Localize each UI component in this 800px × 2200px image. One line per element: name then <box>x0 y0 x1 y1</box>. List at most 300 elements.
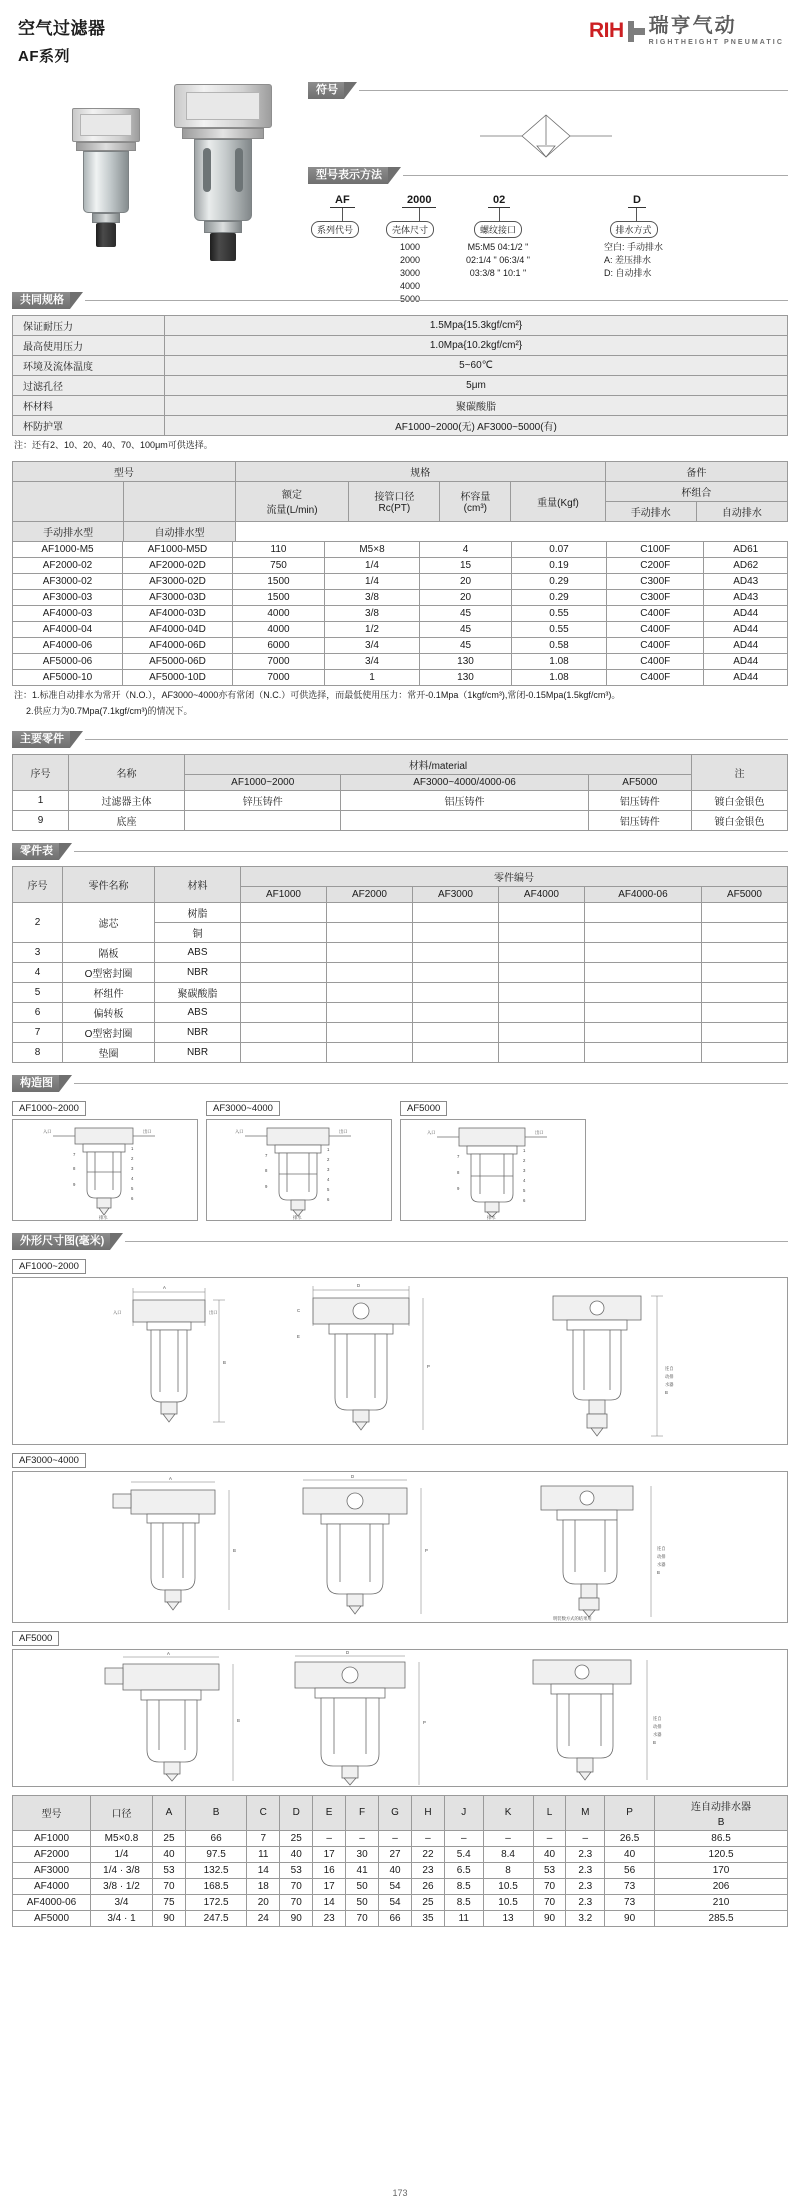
cell-c: 20 <box>247 1894 280 1910</box>
cell-material: 聚碳酸脂 <box>155 982 241 1002</box>
cell-part-name: O型密封圈 <box>63 962 155 982</box>
cell-j: 6.5 <box>444 1862 483 1878</box>
th-part-material: 材料 <box>155 866 241 902</box>
table-row <box>13 637 788 653</box>
cell-autodrain-b: 120.5 <box>655 1846 788 1862</box>
svg-text:B: B <box>653 1739 656 1745</box>
cell-name: 底座 <box>69 810 185 830</box>
main-parts-title: 主要零件 <box>12 731 70 748</box>
cell-manual-model: AF5000-10 <box>13 669 123 685</box>
th-port-line1: 接管口径 <box>374 492 415 503</box>
model-group-label: 排水方式 <box>610 221 658 238</box>
cell-auto-part: AD44 <box>704 669 788 685</box>
table-row <box>13 605 788 621</box>
cell-pn4 <box>498 1022 584 1042</box>
cell-d: 70 <box>280 1894 313 1910</box>
cell-l: 90 <box>533 1910 566 1926</box>
cell-e: 23 <box>313 1910 346 1926</box>
cell-manual-part: C300F <box>607 589 704 605</box>
option: 3000 <box>399 268 421 279</box>
th-af1000: AF1000 <box>241 886 327 902</box>
svg-text:5: 5 <box>327 1186 330 1192</box>
cell-e: 17 <box>313 1878 346 1894</box>
cell-port: 3/4 <box>325 637 420 653</box>
spec-value: 5~60℃ <box>165 356 788 376</box>
cell-h: 25 <box>411 1894 444 1910</box>
table-row <box>13 1862 788 1878</box>
cell-d: 70 <box>280 1878 313 1894</box>
cell-manual-part: C400F <box>607 605 704 621</box>
cell-a: 53 <box>153 1862 186 1878</box>
th-weight: 重量(Kgf) <box>511 481 605 521</box>
cell-p: 40 <box>605 1846 655 1862</box>
cell-weight: 1.08 <box>512 669 607 685</box>
cell-pn6 <box>701 1022 787 1042</box>
product-photos <box>12 70 302 265</box>
table-row <box>13 942 788 962</box>
main-parts-table <box>12 754 788 831</box>
structure-box-label: AF5000 <box>400 1101 447 1116</box>
cell-pn2 <box>326 942 412 962</box>
svg-text:出口: 出口 <box>209 1309 218 1315</box>
cell-pn5 <box>584 962 701 982</box>
cell-a: 90 <box>153 1910 186 1926</box>
cell-m: 2.3 <box>566 1846 605 1862</box>
cell-weight: 0.19 <box>512 557 607 573</box>
cell-g: 66 <box>379 1910 412 1926</box>
structure-box-af3000 <box>206 1098 392 1221</box>
svg-text:出口: 出口 <box>143 1128 152 1134</box>
cell-pn5 <box>584 922 701 942</box>
cell-port: 3/4 <box>325 653 420 669</box>
svg-text:连自: 连自 <box>653 1715 662 1721</box>
table-row <box>13 573 788 589</box>
cell-capacity: 45 <box>420 621 512 637</box>
cell-manual-model: AF2000-02 <box>13 557 123 573</box>
common-spec-section <box>12 292 788 453</box>
cell-model: AF3000 <box>13 1862 91 1878</box>
cell-material: NBR <box>155 1022 241 1042</box>
svg-text:P: P <box>425 1547 428 1553</box>
svg-text:2: 2 <box>523 1157 526 1163</box>
spec-note-2: 2.供应力为0.7Mpa(7.1kgf/cm³)的情况下。 <box>26 706 193 716</box>
cell-pn2 <box>326 1002 412 1022</box>
cell-p: 26.5 <box>605 1830 655 1846</box>
cell-auto-model: AF4000-06D <box>123 637 233 653</box>
cell-material: NBR <box>155 962 241 982</box>
table-row <box>13 962 788 982</box>
cell-pn5 <box>584 1002 701 1022</box>
svg-text:8: 8 <box>73 1165 76 1171</box>
th-af1000-2000: AF1000~2000 <box>185 774 341 790</box>
cell-capacity: 20 <box>420 589 512 605</box>
option: 空白: 手动排水 <box>604 242 664 252</box>
cell-pn1 <box>241 1042 327 1062</box>
dim-group-label: AF5000 <box>12 1631 59 1646</box>
cell-pn1 <box>241 942 327 962</box>
structure-title: 构造图 <box>12 1075 59 1092</box>
cell-h: 26 <box>411 1878 444 1894</box>
cell-manual-part: C100F <box>607 541 704 557</box>
svg-text:4: 4 <box>131 1175 134 1181</box>
table-row <box>13 1846 788 1862</box>
svg-text:入口: 入口 <box>235 1128 244 1134</box>
model-group-drain-type <box>604 220 663 280</box>
table-header-row <box>13 481 788 501</box>
cell-flow: 110 <box>233 541 325 557</box>
th-af5000: AF5000 <box>701 886 787 902</box>
svg-text:5: 5 <box>131 1185 134 1191</box>
cell-bore: 3/8 · 1/2 <box>91 1878 153 1894</box>
cell-no: 6 <box>13 1002 63 1022</box>
svg-text:A: A <box>167 1650 170 1656</box>
cell-pn4 <box>498 922 584 942</box>
cell-capacity: 45 <box>420 637 512 653</box>
cell-pn4 <box>498 962 584 982</box>
cell-a: 40 <box>153 1846 186 1862</box>
cell-pn6 <box>701 962 787 982</box>
cell-flow: 4000 <box>233 621 325 637</box>
cell-weight: 1.08 <box>512 653 607 669</box>
cell-part-name: O型密封圈 <box>63 1022 155 1042</box>
banner-rule <box>125 1241 788 1242</box>
th-no: 序号 <box>13 866 63 902</box>
cell-no: 4 <box>13 962 63 982</box>
cell-e: 14 <box>313 1894 346 1910</box>
company-logo <box>589 14 784 46</box>
spec-key: 保证耐压力 <box>13 316 165 336</box>
cell-model: AF2000 <box>13 1846 91 1862</box>
cell-j: – <box>444 1830 483 1846</box>
svg-text:9: 9 <box>265 1183 268 1189</box>
table-row <box>13 790 788 810</box>
common-spec-note: 注：还有2、10、20、40、70、100μm可供选择。 <box>14 440 213 450</box>
svg-text:9: 9 <box>73 1181 76 1187</box>
spec-value: 1.0Mpa{10.2kgf/cm²} <box>165 336 788 356</box>
svg-text:入口: 入口 <box>427 1129 436 1135</box>
svg-text:8: 8 <box>457 1169 460 1175</box>
spec-table-body <box>13 521 788 541</box>
cell-h: 23 <box>411 1862 444 1878</box>
cell-pn3 <box>412 962 498 982</box>
table-row <box>13 1830 788 1846</box>
svg-text:1: 1 <box>131 1145 134 1151</box>
dim-group-af1000 <box>12 1256 788 1445</box>
svg-text:连自: 连自 <box>665 1365 674 1371</box>
table-row <box>13 1002 788 1022</box>
model-group-label: 系列代号 <box>311 221 359 238</box>
cell-m: 2.3 <box>566 1894 605 1910</box>
cell-pn1 <box>241 982 327 1002</box>
th-af3000-4000: AF3000~4000/4000-06 <box>341 774 588 790</box>
th-l: L <box>533 1795 566 1830</box>
structure-section <box>12 1075 788 1221</box>
cell-pn5 <box>584 1022 701 1042</box>
cell-autodrain-b: 170 <box>655 1862 788 1878</box>
cell-manual-part: C200F <box>607 557 704 573</box>
th-capacity <box>440 481 511 521</box>
table-row <box>13 621 788 637</box>
svg-text:B: B <box>657 1569 660 1575</box>
cell-pn2 <box>326 902 412 922</box>
cell-auto-part: AD43 <box>704 589 788 605</box>
cell-material: NBR <box>155 1042 241 1062</box>
cell-h: 22 <box>411 1846 444 1862</box>
th-cap-line1: 杯容量 <box>460 492 491 503</box>
cell-pn2 <box>326 962 412 982</box>
cell-weight: 0.55 <box>512 605 607 621</box>
svg-text:4: 4 <box>327 1176 330 1182</box>
dim-table-section <box>12 1795 788 1927</box>
table-row <box>13 810 788 830</box>
spec-table-section <box>12 461 788 719</box>
structure-box-af5000 <box>400 1098 586 1221</box>
cell-autodrain-b: 86.5 <box>655 1830 788 1846</box>
svg-text:7: 7 <box>265 1152 268 1158</box>
dimension-section <box>12 1233 788 1787</box>
banner-rule <box>403 175 788 176</box>
logo-chinese: 瑞亨气动 <box>648 15 737 37</box>
model-group-thread-port <box>466 220 530 280</box>
svg-text:排水: 排水 <box>293 1214 302 1220</box>
option: A: 差压排水 <box>604 255 652 266</box>
cell-capacity: 130 <box>420 653 512 669</box>
cell-no: 7 <box>13 1022 63 1042</box>
svg-text:1: 1 <box>327 1146 330 1152</box>
svg-text:6: 6 <box>327 1196 330 1202</box>
th-name: 名称 <box>69 754 185 790</box>
cell-no: 2 <box>13 902 63 942</box>
cell-auto-part: AD43 <box>704 573 788 589</box>
cell-port: 3/8 <box>325 589 420 605</box>
th-b: B <box>185 1795 246 1830</box>
cell-pn4 <box>498 902 584 922</box>
dimension-banner <box>12 1233 788 1250</box>
cell-p: 90 <box>605 1910 655 1926</box>
cell-manual-model: AF1000-M5 <box>13 541 123 557</box>
cell-manual-part: C300F <box>607 573 704 589</box>
table-header-row <box>13 521 788 541</box>
svg-text:排水: 排水 <box>99 1214 108 1220</box>
cell-bore: 1/4 · 3/8 <box>91 1862 153 1878</box>
cell-manual-model: AF3000-03 <box>13 589 123 605</box>
cell-manual-part: C400F <box>607 621 704 637</box>
table-row <box>13 336 788 356</box>
table-row <box>13 669 788 685</box>
model-group-label: 螺纹接口 <box>474 221 522 238</box>
cell-b: 66 <box>185 1830 246 1846</box>
cell-pn2 <box>326 1022 412 1042</box>
th-parts: 备件 <box>605 461 787 481</box>
cell-d: 53 <box>280 1862 313 1878</box>
svg-text:出口: 出口 <box>339 1128 348 1134</box>
th-af5000: AF5000 <box>588 774 691 790</box>
common-spec-banner <box>12 292 788 309</box>
cell-auto-model: AF3000-03D <box>123 589 233 605</box>
cell-no: 3 <box>13 942 63 962</box>
model-code-value: AF <box>330 194 355 208</box>
th-g: G <box>379 1795 412 1830</box>
cell-weight: 0.29 <box>512 573 607 589</box>
cell-weight: 0.29 <box>512 589 607 605</box>
cell-pn6 <box>701 922 787 942</box>
cell-part-name: 滤芯 <box>63 902 155 942</box>
cell-manual-part: C400F <box>607 637 704 653</box>
model-code-diagram <box>308 190 788 292</box>
cell-no: 1 <box>13 790 69 810</box>
dim-group-label: AF3000~4000 <box>12 1453 86 1468</box>
svg-text:3: 3 <box>523 1167 526 1173</box>
svg-text:A: A <box>163 1284 166 1290</box>
cell-p: 56 <box>605 1862 655 1878</box>
svg-text:C: C <box>297 1307 301 1313</box>
th-port-line2: Rc(PT) <box>378 503 411 514</box>
cell-auto-model: AF5000-10D <box>123 669 233 685</box>
svg-text:出口: 出口 <box>535 1129 544 1135</box>
main-parts-section <box>12 731 788 831</box>
cell-k: 8.4 <box>483 1846 533 1862</box>
parts-list-title: 零件表 <box>12 843 59 860</box>
cell-d: 25 <box>280 1830 313 1846</box>
table-row <box>13 1910 788 1926</box>
cell-l: 40 <box>533 1846 566 1862</box>
th-part-no: 零件编号 <box>241 866 788 886</box>
cell-f: 50 <box>346 1878 379 1894</box>
cell-pn1 <box>241 1002 327 1022</box>
table-header-row <box>13 1795 788 1815</box>
cell-pn2 <box>326 1042 412 1062</box>
cell-capacity: 20 <box>420 573 512 589</box>
cell-k: – <box>483 1830 533 1846</box>
cell-manual-model: AF4000-04 <box>13 621 123 637</box>
spec-value: 聚碳酸脂 <box>165 396 788 416</box>
cell-flow: 6000 <box>233 637 325 653</box>
spec-value: AF1000~2000(无) AF3000~5000(有) <box>165 416 788 436</box>
cell-pn5 <box>584 982 701 1002</box>
option: 03:3/8 " 10:1 " <box>469 268 527 279</box>
logo-text-block <box>649 16 784 46</box>
dimension-table <box>12 1795 788 1927</box>
cell-port: 1/4 <box>325 557 420 573</box>
cell-c: 18 <box>247 1878 280 1894</box>
banner-rule <box>74 851 788 852</box>
th-d: D <box>280 1795 313 1830</box>
spec-key: 环境及流体温度 <box>13 356 165 376</box>
parts-list-section <box>12 843 788 1063</box>
cell-mat1: 锌压铸件 <box>185 790 341 810</box>
svg-text:明装数方式的结果用: 明装数方式的结果用 <box>553 1615 592 1621</box>
cell-pn3 <box>412 982 498 1002</box>
cell-a: 70 <box>153 1878 186 1894</box>
th-auto-drain: 自动排水 <box>696 501 787 521</box>
table-row <box>13 376 788 396</box>
cell-capacity: 15 <box>420 557 512 573</box>
cell-flow: 4000 <box>233 605 325 621</box>
table-header-row <box>13 866 788 886</box>
table-row <box>13 1042 788 1062</box>
cell-pn6 <box>701 982 787 1002</box>
spec-value: 5μm <box>165 376 788 396</box>
model-section-title: 型号表示方法 <box>308 167 388 184</box>
spec-table <box>12 461 788 542</box>
cell-d: 40 <box>280 1846 313 1862</box>
svg-text:动排: 动排 <box>657 1553 666 1559</box>
cell-c: 11 <box>247 1846 280 1862</box>
cell-mat1 <box>185 810 341 830</box>
cell-e: 17 <box>313 1846 346 1862</box>
th-flow-line2: 流量(L/min) <box>266 505 318 516</box>
cell-j: 8.5 <box>444 1894 483 1910</box>
cell-k: 13 <box>483 1910 533 1926</box>
cell-auto-part: AD44 <box>704 605 788 621</box>
th-c: C <box>247 1795 280 1830</box>
th-a: A <box>153 1795 186 1830</box>
table-row <box>13 1022 788 1042</box>
th-af2000: AF2000 <box>326 886 412 902</box>
cell-g: 27 <box>379 1846 412 1862</box>
model-code-value: 2000 <box>402 194 436 208</box>
svg-text:D: D <box>351 1473 355 1479</box>
structure-box-af1000 <box>12 1098 198 1221</box>
cell-flow: 7000 <box>233 669 325 685</box>
cell-p: 73 <box>605 1878 655 1894</box>
cell-manual-part: C400F <box>607 653 704 669</box>
table-row <box>13 1894 788 1910</box>
model-code-value: D <box>628 194 646 208</box>
svg-text:A: A <box>169 1475 172 1481</box>
svg-text:2: 2 <box>327 1156 330 1162</box>
th-manual-drain: 手动排水 <box>605 501 696 521</box>
cell-material: ABS <box>155 942 241 962</box>
svg-text:7: 7 <box>457 1153 460 1159</box>
th-bore: 口径 <box>91 1795 153 1830</box>
cell-pn4 <box>498 982 584 1002</box>
cell-a: 25 <box>153 1830 186 1846</box>
cell-part-name: 垫圈 <box>63 1042 155 1062</box>
cell-model: AF1000 <box>13 1830 91 1846</box>
model-section-banner <box>308 167 788 184</box>
page-subtitle: AF系列 <box>18 48 70 65</box>
cell-part-name: 隔板 <box>63 942 155 962</box>
th-manual-model: 手动排水型 <box>13 521 124 541</box>
cell-part-name: 杯组件 <box>63 982 155 1002</box>
cell-weight: 0.07 <box>512 541 607 557</box>
cell-pn4 <box>498 1042 584 1062</box>
spec-table-data <box>12 541 788 686</box>
svg-text:连自: 连自 <box>657 1545 666 1551</box>
cell-pn6 <box>701 1042 787 1062</box>
cell-f: – <box>346 1830 379 1846</box>
dim-group-af3000 <box>12 1450 788 1623</box>
page-header <box>12 0 788 66</box>
option: D: 自动排水 <box>604 268 652 279</box>
cell-flow: 1500 <box>233 589 325 605</box>
th-cap-line2: (cm³) <box>463 503 487 514</box>
cell-pn4 <box>498 1002 584 1022</box>
cell-manual-part: C400F <box>607 669 704 685</box>
cell-bore: M5×0.8 <box>91 1830 153 1846</box>
cell-a: 75 <box>153 1894 186 1910</box>
cell-b: 247.5 <box>185 1910 246 1926</box>
cell-pn6 <box>701 942 787 962</box>
table-row <box>13 902 788 922</box>
svg-text:入口: 入口 <box>43 1128 52 1134</box>
th-f: F <box>346 1795 379 1830</box>
cell-b: 97.5 <box>185 1846 246 1862</box>
cell-l: 53 <box>533 1862 566 1878</box>
th-no: 序号 <box>13 754 69 790</box>
cell-pn1 <box>241 1022 327 1042</box>
